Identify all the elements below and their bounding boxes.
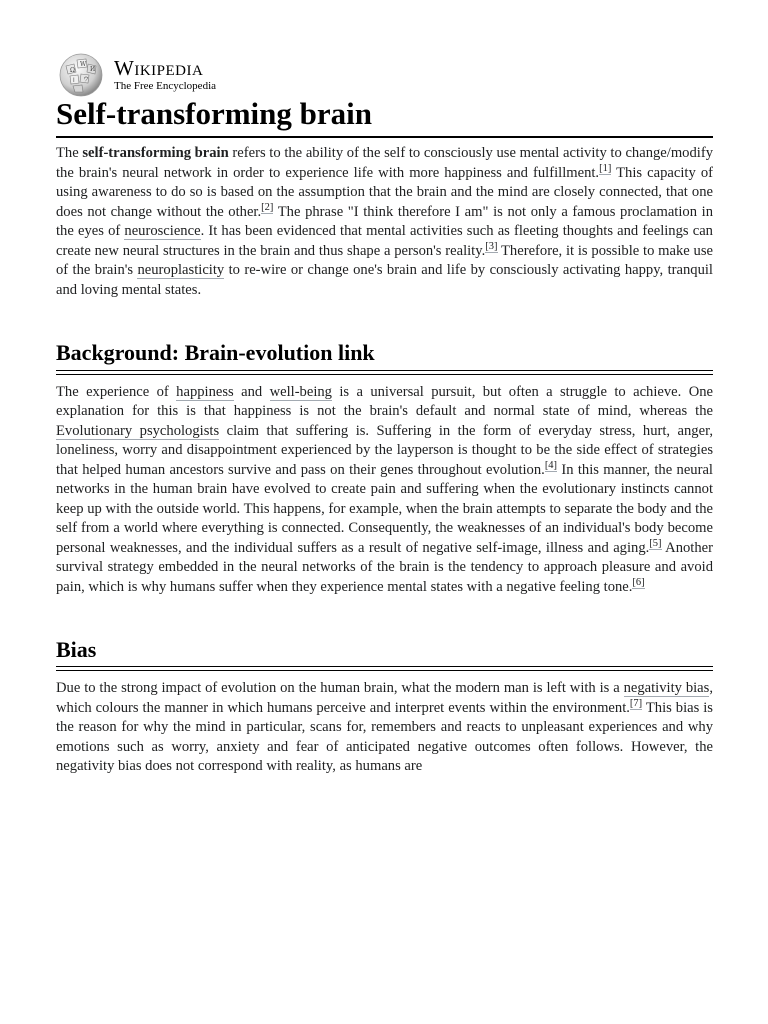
svg-text:И: И bbox=[90, 66, 96, 73]
citation-link-2[interactable]: [2] bbox=[261, 201, 274, 213]
citation-7 bbox=[630, 698, 642, 710]
intro-text-4: The phrase "I think therefore I am" is not only a famous proclamation in the eyes of bbox=[56, 203, 713, 240]
intro-text-5: . It has been evidenced that mental activities such as fleeting thoughts and feelings can create new neural structures in the brain and thus shape a person's reality. bbox=[56, 223, 713, 259]
bias-text-3: This bias is the reason for why the mind in particular, scans for, remembers and reacts to unpleasant experiences and why emotions such as worry, anxiety and fear of anticipated negative outcomes often follows. However, the negativity bias does not correspond with reality, as humans are bbox=[56, 699, 713, 775]
background-text-4: claim that suffering is. Suffering in the form of everyday stress, hurt, anger, loneliness, worry and disappointment experienced by the layperson is thought to be the side effect of strategies that helped human ancestors survive and pass on their genes throughout evolution. bbox=[56, 422, 713, 478]
intro-bold-term: self-transforming brain bbox=[82, 145, 229, 162]
intro-paragraph bbox=[56, 144, 713, 300]
intro-text-3: This capacity of using awareness to do so is based on the assumption that the brain and the mind are closely connected, that one does not change without the other. bbox=[56, 164, 713, 220]
svg-text:ا: ا bbox=[73, 77, 75, 84]
svg-text:ウ: ウ bbox=[83, 76, 90, 83]
wikipedia-logo[interactable] bbox=[56, 52, 216, 98]
section-heading-bias: Bias bbox=[56, 637, 713, 667]
section-heading-background: Background: Brain-evolution link bbox=[56, 340, 713, 370]
citation-5 bbox=[649, 538, 661, 550]
citation-link-4[interactable]: [4] bbox=[544, 459, 558, 471]
citation-6 bbox=[632, 577, 644, 589]
link-neuroscience[interactable]: neuroscience bbox=[124, 223, 201, 240]
link-neuroplasticity[interactable]: neuroplasticity bbox=[137, 262, 225, 279]
background-text-2: and bbox=[233, 383, 270, 400]
background-text-3: is a universal pursuit, but often a struggle to achieve. One explanation for this is that happiness is not the brain's default and normal state of mind, whereas the bbox=[56, 383, 714, 420]
link-well-being[interactable]: well-being bbox=[269, 383, 332, 400]
citation-link-5[interactable]: [5] bbox=[649, 537, 662, 549]
article-content bbox=[56, 95, 713, 777]
citation-link-7[interactable]: [7] bbox=[629, 697, 643, 709]
link-happiness[interactable]: happiness bbox=[176, 383, 234, 400]
svg-text:Ω: Ω bbox=[70, 67, 75, 74]
citation-link-6[interactable]: [6] bbox=[632, 576, 645, 588]
intro-text-2: refers to the ability of the self to consciously use mental activity to change/modify the brain's neural network in order to experience life with more happiness and fulfillment. bbox=[56, 145, 713, 181]
link-negativity-bias[interactable]: negativity bias bbox=[623, 680, 710, 697]
intro-text-1: The bbox=[56, 145, 83, 162]
intro-text-7: to re-wire or change one's brain and life by consciously activating happy, tranquil and loving mental states. bbox=[56, 262, 713, 298]
bias-paragraph bbox=[56, 679, 713, 777]
bias-text-1: Due to the strong impact of evolution on the human brain, what the modern man is left with is a bbox=[56, 680, 624, 697]
citation-1 bbox=[599, 163, 611, 175]
citation-2 bbox=[261, 202, 273, 214]
citation-3 bbox=[485, 241, 497, 253]
background-text-5: In this manner, the neural networks in the human brain have evolved to create pain and suffering when the evolutionary instincts cannot keep up with the outside world. This happens, for example, when the brain attempts to separate the body and the self from a world where everything is connected. Consequently, the weaknesses of an individual's body become personal weaknesses, and the individual suffers as a result of negative self-image, illness and aging. bbox=[56, 461, 713, 556]
wikipedia-globe-icon bbox=[56, 52, 106, 98]
background-text-1: The experience of bbox=[56, 383, 177, 400]
intro-text-6: Therefore, it is possible to make use of the brain's bbox=[56, 242, 713, 279]
svg-text:W: W bbox=[80, 61, 87, 68]
bias-text-2: , which colours the manner in which humans perceive and interpret events within the environment. bbox=[56, 680, 713, 716]
page-title: Self-transforming brain bbox=[56, 95, 713, 138]
citation-link-1[interactable]: [1] bbox=[599, 162, 612, 174]
citation-4 bbox=[545, 460, 557, 472]
background-paragraph bbox=[56, 383, 713, 598]
wikipedia-wordmark: Wikipedia bbox=[114, 56, 204, 80]
citation-link-3[interactable]: [3] bbox=[485, 240, 498, 252]
link-evolutionary-psychologists[interactable]: Evolutionary psychologists bbox=[56, 422, 220, 439]
background-text-6: Another survival strategy embedded in the neural networks of the brain is the tendency to approach pleasure and avoid pain, which is why humans suffer when they experience mental states with a negative feeling tone. bbox=[56, 539, 713, 595]
wikipedia-tagline: The Free Encyclopedia bbox=[114, 80, 217, 92]
